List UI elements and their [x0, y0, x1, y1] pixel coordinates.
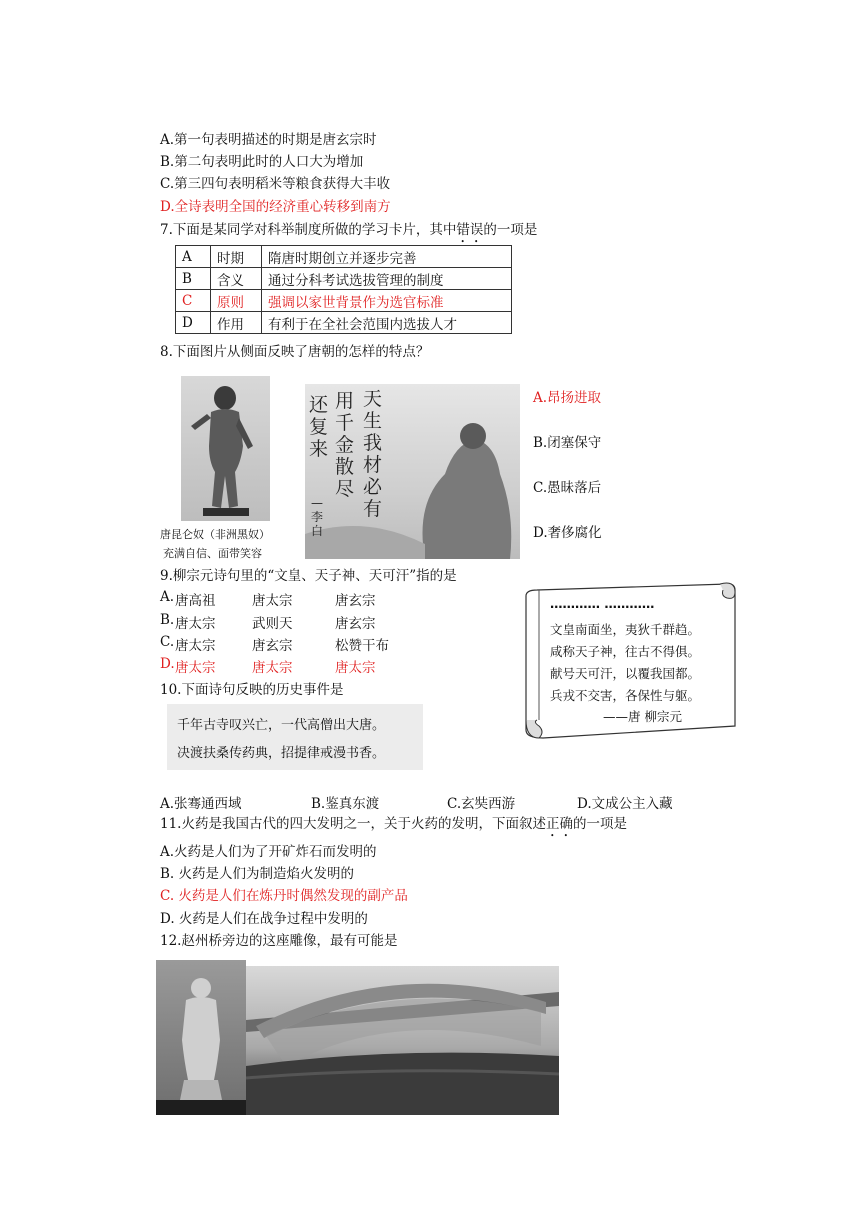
q8-question: 8.下面图片从侧面反映了唐朝的怎样的特点？	[160, 344, 430, 360]
q9-option-c	[160, 634, 389, 654]
option-part1: 唐太宗	[175, 660, 216, 676]
q11-option-b: B. 火药是人们为制造焰火发明的	[160, 866, 355, 882]
table-row	[176, 312, 512, 334]
q7-question-suffix: 的一项是	[483, 222, 538, 238]
q9-option-b	[160, 612, 376, 632]
q11-question-prefix: 11.火药是我国古代的四大发明之一，关于火药的发明，下面叙述	[160, 816, 546, 832]
q7-question	[160, 220, 537, 240]
option-part3: 唐太宗	[335, 660, 376, 676]
kunlun-slave-figurine-image	[181, 376, 270, 521]
calligraphy-column-2: 用千金散尽	[335, 390, 355, 500]
q11-option-c: C. 火药是人们在炼丹时偶然发现的副产品	[160, 888, 408, 904]
q6-option-d: D.全诗表明全国的经济重心转移到南方	[160, 199, 391, 215]
q9-option-d	[160, 656, 376, 676]
option-part3: 唐玄宗	[335, 593, 376, 609]
poem-line-1: 千年古寺叹兴亡，一代高僧出大唐。	[177, 718, 386, 733]
table-row	[176, 246, 512, 268]
option-part2: 唐玄宗	[252, 638, 293, 654]
scroll-author: ——唐 柳宗元	[603, 709, 682, 724]
option-part1: 唐太宗	[175, 616, 216, 632]
q8-option-b: B.闭塞保守	[533, 435, 602, 451]
q11-option-d: D. 火药是人们在战争过程中发明的	[160, 911, 368, 927]
row-letter: B	[176, 268, 211, 290]
row-label: 作用	[211, 312, 262, 334]
row-content: 强调以家世背景作为选官标准	[262, 290, 512, 312]
figurine-caption-line2: 充满自信、面带笑容	[163, 547, 262, 560]
q7-question-emphasis: 错误	[456, 222, 484, 238]
scroll-line-2: 咸称天子神，往古不得俱。	[550, 644, 701, 659]
row-label: 原则	[211, 290, 262, 312]
q11-question-emphasis: 正确	[545, 816, 573, 832]
option-part3: 松赞干布	[335, 638, 389, 654]
study-card-table	[175, 245, 512, 334]
q6-option-c: C.第三四句表明稻米等粮食获得大丰收	[160, 176, 391, 192]
figurine-caption-line1: 唐昆仑奴（非洲黑奴）	[160, 528, 270, 541]
option-letter: B.	[160, 612, 175, 628]
scroll-dots: ………… …………	[550, 596, 655, 611]
q8-option-a: A.昂扬进取	[533, 390, 602, 406]
q10-option-d: D.文成公主入藏	[577, 796, 673, 812]
option-part2: 唐太宗	[252, 660, 293, 676]
q12-question: 12.赵州桥旁边的这座雕像，最有可能是	[160, 933, 398, 949]
liu-zongyuan-poem-scroll	[523, 580, 738, 740]
row-label: 含义	[211, 268, 262, 290]
q11-question-suffix: 的一项是	[572, 816, 627, 832]
q11-option-a: A.火药是人们为了开矿炸石而发明的	[160, 844, 377, 860]
calligraphy-column-1: 天生我材必有	[363, 388, 383, 520]
q10-option-a: A.张骞通西域	[160, 796, 242, 812]
zhaozhou-bridge-image	[246, 966, 559, 1115]
q6-option-a: A.第一句表明描述的时期是唐玄宗时	[160, 132, 377, 148]
poem-line-2: 决渡扶桑传药典，招提律戒漫书香。	[177, 746, 386, 761]
scroll-line-1: 文皇南面坐，夷狄千群趋。	[550, 622, 701, 637]
q11-question	[160, 814, 627, 834]
q10-option-c: C.玄奘西游	[447, 796, 516, 812]
row-letter: C	[176, 290, 211, 312]
option-part3: 唐玄宗	[335, 616, 376, 632]
row-letter: A	[176, 246, 211, 268]
option-part1: 唐高祖	[175, 593, 216, 609]
q10-question: 10.下面诗句反映的历史事件是	[160, 682, 344, 698]
q9-question: 9.柳宗元诗句里的“文皇、天子神、天可汗”指的是	[160, 568, 457, 584]
option-letter: C.	[160, 634, 175, 650]
scroll-line-3: 献号天可汗，以覆我国都。	[550, 666, 701, 681]
scroll-line-4: 兵戎不交害，各保性与躯。	[550, 688, 701, 703]
row-content: 有利于在全社会范围内选拔人才	[262, 312, 512, 334]
option-letter: A.	[160, 589, 175, 605]
q7-question-prefix: 7.下面是某同学对科举制度所做的学习卡片，其中	[160, 222, 457, 238]
row-content: 通过分科考试选拔管理的制度	[262, 268, 512, 290]
calligraphy-author: —李白	[311, 496, 324, 538]
row-label: 时期	[211, 246, 262, 268]
statue-image	[156, 960, 246, 1115]
q8-option-c: C.愚昧落后	[533, 480, 602, 496]
li-bai-painting-image	[305, 384, 520, 559]
q9-option-a	[160, 589, 376, 609]
option-letter: D.	[160, 656, 175, 672]
row-letter: D	[176, 312, 211, 334]
option-part2: 武则天	[252, 616, 293, 632]
row-content: 隋唐时期创立并逐步完善	[262, 246, 512, 268]
calligraphy-column-3: 还复来	[309, 394, 329, 460]
q8-option-d: D.奢侈腐化	[533, 525, 602, 541]
option-part1: 唐太宗	[175, 638, 216, 654]
q6-option-b: B.第二句表明此时的人口大为增加	[160, 154, 364, 170]
table-row	[176, 268, 512, 290]
table-row	[176, 290, 512, 312]
q10-option-b: B.鉴真东渡	[311, 796, 380, 812]
q10-poem-box	[167, 704, 423, 770]
option-part2: 唐太宗	[252, 593, 293, 609]
